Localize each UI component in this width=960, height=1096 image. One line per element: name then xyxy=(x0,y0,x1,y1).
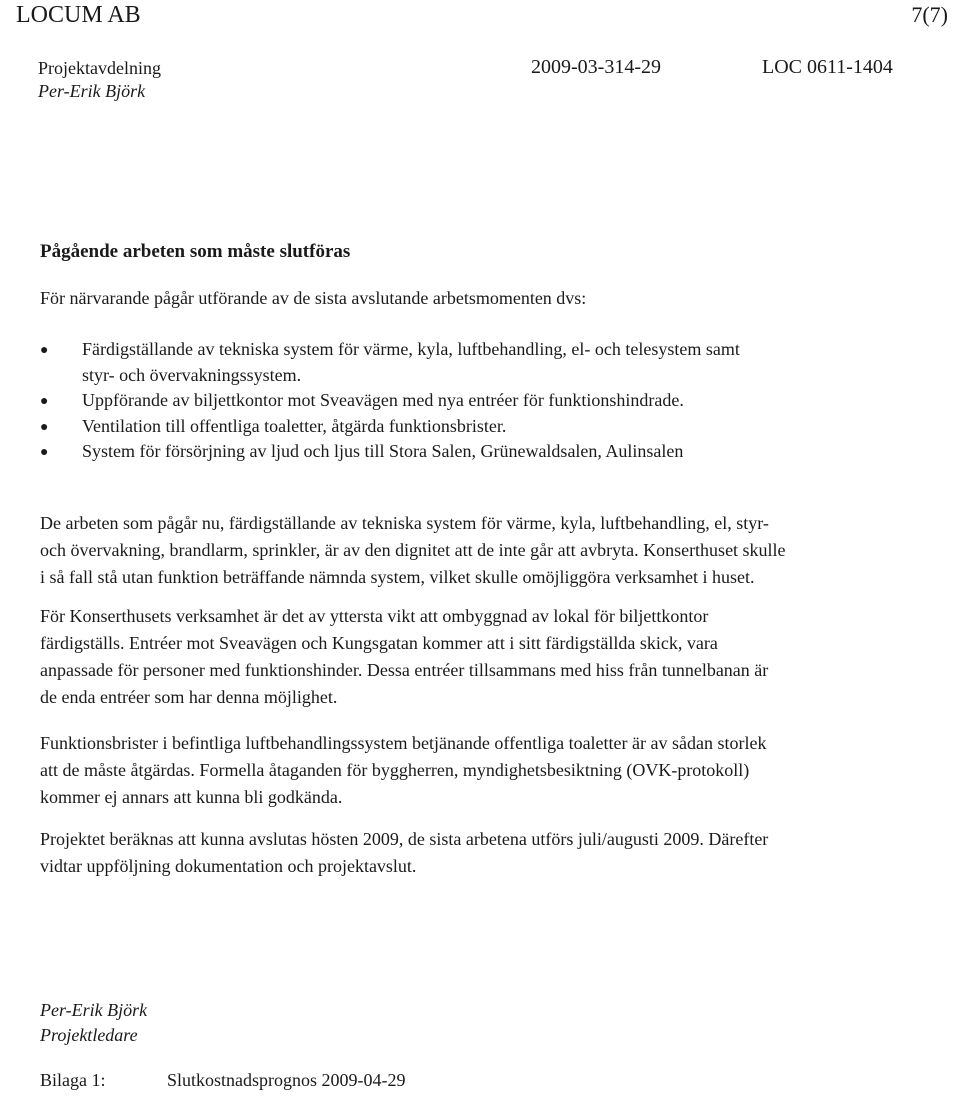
paragraph-line: Projektet beräknas att kunna avslutas hösten 2009, de sista arbetena utförs juli/augusti 2009. Därefter xyxy=(40,829,769,849)
page-number: 7(7) xyxy=(911,2,948,27)
document-reference: LOC 0611-1404 xyxy=(762,56,893,78)
paragraph-line: i så fall stå utan funktion beträffande nämnda system, vilket skulle omöjliggöra verksamhet i huset. xyxy=(40,567,755,587)
paragraph-line: färdigställs. Entréer mot Sveavägen och Kungsgatan kommer att i sitt färdigställda skick, vara xyxy=(40,633,718,653)
company-name: LOCUM AB xyxy=(16,2,141,28)
bullet-icon: ● xyxy=(40,445,49,460)
signature-title: Projektledare xyxy=(40,1025,138,1045)
list-item-text: System för försörjning av ljud och ljus till Stora Salen, Grünewaldsalen, Aulinsalen xyxy=(82,441,684,461)
list-item xyxy=(40,439,740,465)
paragraph-line: att de måste åtgärdas. Formella åtaganden för byggherren, myndighetsbesiktning (OVK-protokoll) xyxy=(40,760,750,780)
list-item-text: Färdigställande av tekniska system för värme, kyla, luftbehandling, el- och telesystem samt xyxy=(82,339,740,359)
bullet-list xyxy=(40,337,740,465)
paragraph-line: Funktionsbrister i befintliga luftbehandlingssystem betjänande offentliga toaletter är av sådan storlek xyxy=(40,733,767,753)
section-heading: Pågående arbeten som måste slutföras xyxy=(40,241,351,262)
author: Per-Erik Björk xyxy=(38,81,146,101)
paragraph xyxy=(40,603,910,711)
list-item xyxy=(40,414,740,440)
department: Projektavdelning xyxy=(38,58,161,78)
list-item-text: Ventilation till offentliga toaletter, åtgärda funktionsbrister. xyxy=(82,415,507,436)
list-item-text: Uppförande av biljettkontor mot Sveavägen med nya entréer för funktionshindrade. xyxy=(82,390,684,410)
signature-name: Per-Erik Björk xyxy=(40,1000,148,1020)
bullet-icon: ● xyxy=(40,419,49,435)
paragraph-line: kommer ej annars att kunna bli godkända. xyxy=(40,787,343,807)
list-item xyxy=(40,388,740,414)
paragraph-line: anpassade för personer med funktionshinder. Dessa entréer tillsammans med hiss från tunnelbanan är xyxy=(40,660,769,680)
paragraph-line: För Konserthusets verksamhet är det av yttersta vikt att ombyggnad av lokal för biljettkontor xyxy=(40,606,709,626)
paragraph-line: De arbeten som pågår nu, färdigställande av tekniska system för värme, kyla, luftbehandling, el, styr- xyxy=(40,513,769,533)
intro-text: För närvarande pågår utförande av de sista avslutande arbetsmomenten dvs: xyxy=(40,288,587,308)
paragraph-line: och övervakning, brandlarm, sprinkler, är av den dignitet att de inte går att avbryta. Konserthuset skulle xyxy=(40,540,786,560)
paragraph xyxy=(40,510,910,591)
list-item xyxy=(40,337,740,388)
document-date: 2009-03-314-29 xyxy=(531,56,661,78)
attachment-label: Bilaga 1: xyxy=(40,1070,106,1090)
bullet-icon: ● xyxy=(40,394,49,409)
list-item-text: styr- och övervakningssystem. xyxy=(82,364,302,385)
bullet-icon: ● xyxy=(40,343,49,358)
attachment-text: Slutkostnadsprognos 2009-04-29 xyxy=(167,1070,406,1090)
paragraph xyxy=(40,826,910,880)
paragraph xyxy=(40,730,910,811)
paragraph-line: vidtar uppföljning dokumentation och projektavslut. xyxy=(40,856,417,876)
paragraph-line: de enda entréer som har denna möjlighet. xyxy=(40,687,338,707)
